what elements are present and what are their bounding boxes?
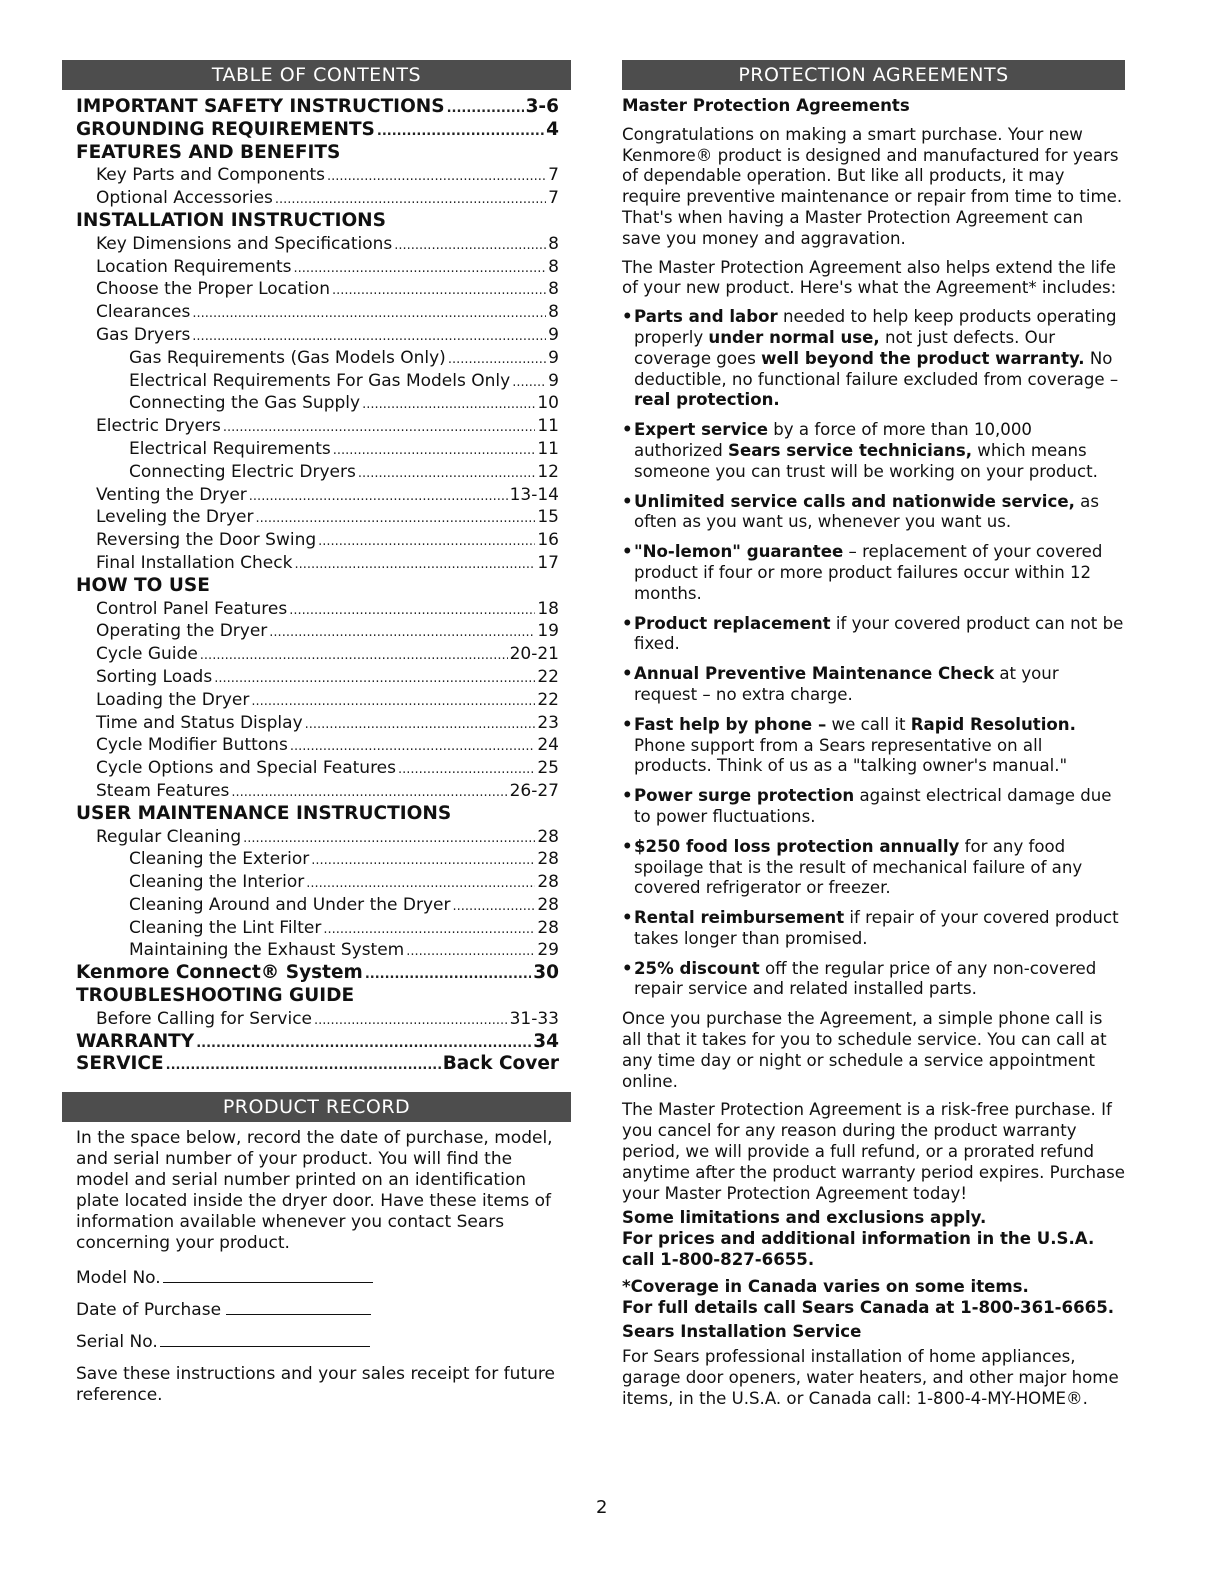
- bullet-discount: • 25% discount off the regular price of any non-covered repair service and related installed parts.: [622, 959, 1125, 1001]
- toc-entry-page: 18: [537, 598, 559, 619]
- model-label: Model No.: [76, 1268, 161, 1289]
- toc-entry-page: 28: [537, 826, 559, 847]
- toc-leader-dots: [275, 189, 546, 210]
- toc-entry: [76, 643, 559, 666]
- toc-entry: [76, 233, 559, 256]
- toc-entry: [76, 689, 559, 712]
- bullet-unlimited-calls: • Unlimited service calls and nationwide service, as often as you want us, whenever you want us.: [622, 492, 1125, 534]
- toc-entry: [76, 324, 559, 347]
- toc-entry: [76, 506, 559, 529]
- canada-contact: For full details call Sears Canada at 1-800-361-6665.: [622, 1297, 1115, 1317]
- toc-entry-page: 7: [548, 165, 559, 186]
- toc-leader-dots: [223, 417, 536, 438]
- toc-entry-title: Sorting Loads: [96, 666, 213, 687]
- toc-entry: [76, 164, 559, 187]
- install-text: For Sears professional installation of home appliances, garage door openers, water heaters, and other major home items, in the U.S.A. or Canada call: 1-800-4-MY-HOME®.: [622, 1347, 1119, 1408]
- toc-entry: [76, 552, 559, 575]
- toc-entry: [76, 370, 559, 393]
- toc-entry-title: TROUBLESHOOTING GUIDE: [76, 985, 355, 1007]
- canada-note: *Coverage in Canada varies on some items.: [622, 1276, 1029, 1296]
- toc-entry: [76, 415, 559, 438]
- toc-entry: [76, 939, 559, 962]
- toc-entry-page: 26-27: [509, 780, 559, 801]
- toc-entry-page: 28: [537, 917, 559, 938]
- toc-entry-title: Gas Requirements (Gas Models Only): [129, 347, 446, 368]
- protection-para-3: Once you purchase the Agreement, a simple phone call is all that it takes for you to schedule service. You can call at any time day or night or schedule a service appointment online.: [622, 1009, 1107, 1091]
- toc-entry-page: 11: [537, 416, 559, 437]
- toc-leader-dots: [327, 166, 546, 187]
- protection-subheading: Master Protection Agreements: [622, 96, 910, 115]
- limits-note: Some limitations and exclusions apply.: [622, 1208, 987, 1228]
- toc-entry-page: 25: [537, 758, 559, 779]
- toc-leader-dots: [452, 896, 535, 917]
- toc-entry-page: 24: [537, 735, 559, 756]
- toc-leader-dots: [251, 691, 535, 712]
- toc-entry-title: Reversing the Door Swing: [96, 530, 317, 551]
- install-heading: Sears Installation Service: [622, 1322, 862, 1342]
- toc-entry-title: SERVICE: [76, 1053, 164, 1075]
- toc-entry-page: 4: [546, 118, 559, 140]
- toc-entry-title: Connecting Electric Dryers: [129, 461, 356, 482]
- toc-entry: [76, 848, 559, 871]
- toc-entry-title: Choose the Proper Location: [96, 279, 330, 300]
- toc-entry-page: 22: [537, 666, 559, 687]
- right-column: [622, 60, 1125, 1418]
- toc-entry: [76, 871, 559, 894]
- toc-entry-title: IMPORTANT SAFETY INSTRUCTIONS: [76, 96, 445, 117]
- toc-entry: [76, 461, 559, 484]
- toc-leader-dots: [231, 782, 507, 803]
- toc-entry-page: 15: [537, 507, 559, 528]
- toc-leader-dots: [332, 280, 546, 301]
- toc-leader-dots: [318, 531, 535, 552]
- toc-entry-title: Cleaning the Interior: [129, 872, 305, 893]
- toc-entry-title: Cleaning the Lint Filter: [129, 917, 322, 938]
- toc-entry-page: 10: [537, 393, 559, 414]
- toc-entry-title: Gas Dryers: [96, 324, 191, 345]
- record-intro: In the space below, record the date of purchase, model, and serial number of your product. You will find the model and serial number printed on an identification plate located inside the dryer door. Have these items of information available whenever you contact Sears concerning your product.: [76, 1128, 553, 1254]
- toc-entry-page: 8: [548, 256, 559, 277]
- toc-entry-title: Kenmore Connect® System: [76, 962, 363, 984]
- toc-entry-title: Location Requirements: [96, 256, 292, 277]
- toc-leader-dots: [306, 873, 535, 894]
- toc-leader-dots: [290, 736, 536, 757]
- toc-entry-title: Cleaning Around and Under the Dryer: [129, 894, 451, 915]
- bullet-expert-service: • Expert service by a force of more than 10,000 authorized Sears service technicians, which means someone you can trust will be working on your product.: [622, 420, 1125, 482]
- toc-entry-page: 31-33: [509, 1008, 559, 1029]
- date-label: Date of Purchase: [76, 1300, 222, 1321]
- toc-entry-title: Venting the Dryer: [96, 484, 247, 505]
- bullet-rental: • Rental reimbursement if repair of your covered product takes longer than promised.: [622, 908, 1125, 950]
- toc-entry-page: 20-21: [509, 644, 559, 665]
- protection-para-1: Congratulations on making a smart purchase. Your new Kenmore® product is designed and manufactured for years of dependable operation. But like all products, it may require preventive maintenance or repair from time to time. That's when having a Master Protection Agreement can save you money and aggravation.: [622, 124, 1123, 248]
- serial-field[interactable]: [76, 1326, 559, 1358]
- toc-entry-title: Cycle Guide: [96, 644, 198, 665]
- toc-leader-dots: [333, 440, 536, 461]
- toc-entry-page: 8: [548, 233, 559, 254]
- toc-entry: [76, 712, 559, 735]
- toc-entry: [76, 917, 559, 940]
- toc-entry-title: Control Panel Features: [96, 598, 288, 619]
- toc-entry-title: Cleaning the Exterior: [129, 849, 310, 870]
- toc-entry: [76, 780, 559, 803]
- toc-leader-dots: [512, 372, 546, 393]
- toc-leader-dots: [192, 326, 546, 347]
- toc-entry: [76, 1008, 559, 1031]
- toc-entry: [76, 826, 559, 849]
- left-column: [76, 60, 559, 1406]
- save-note: Save these instructions and your sales receipt for future reference.: [76, 1364, 555, 1406]
- toc-leader-dots: [398, 759, 535, 780]
- toc-entry: [76, 187, 559, 210]
- toc-entry-title: FEATURES AND BENEFITS: [76, 141, 341, 163]
- bullet-no-lemon: • "No-lemon" guarantee – replacement of your covered product if four or more product failures occur within 12 months.: [622, 542, 1125, 604]
- toc-entry: [76, 438, 559, 461]
- toc-entry-page: 7: [548, 188, 559, 209]
- toc-entry-title: GROUNDING REQUIREMENTS: [76, 118, 375, 140]
- toc-leader-dots: [294, 554, 535, 575]
- toc-list: [76, 96, 559, 1076]
- toc-entry-page: 16: [537, 530, 559, 551]
- toc-leader-dots: [365, 964, 531, 985]
- toc-entry-page: 12: [537, 461, 559, 482]
- toc-entry: [76, 301, 559, 324]
- toc-leader-dots: [289, 600, 535, 621]
- toc-entry-title: Key Dimensions and Specifications: [96, 233, 393, 254]
- toc-entry-page: 23: [537, 712, 559, 733]
- toc-entry-title: Key Parts and Components: [96, 165, 325, 186]
- toc-entry-page: 8: [548, 279, 559, 300]
- toc-entry-page: 17: [537, 552, 559, 573]
- toc-entry-page: 9: [548, 324, 559, 345]
- toc-entry-page: 30: [533, 962, 559, 984]
- toc-entry: [76, 666, 559, 689]
- toc-leader-dots: [447, 98, 524, 119]
- toc-entry-title: Final Installation Check: [96, 552, 293, 573]
- toc-leader-dots: [305, 714, 536, 735]
- toc-entry-title: INSTALLATION INSTRUCTIONS: [76, 209, 386, 231]
- toc-entry: [76, 598, 559, 621]
- toc-entry-title: Electrical Requirements: [129, 438, 331, 459]
- toc-entry-title: Clearances: [96, 302, 191, 323]
- toc-entry: [76, 256, 559, 279]
- date-field[interactable]: [76, 1294, 559, 1326]
- toc-banner: TABLE OF CONTENTS: [62, 60, 571, 90]
- toc-entry: [76, 894, 559, 917]
- toc-entry-page: 13-14: [509, 484, 559, 505]
- model-line[interactable]: [163, 1264, 373, 1283]
- toc-entry-title: Electrical Requirements For Gas Models Only: [129, 370, 511, 391]
- toc-entry-title: Electric Dryers: [96, 416, 221, 437]
- toc-leader-dots: [200, 645, 508, 666]
- bullet-power-surge: • Power surge protection against electrical damage due to power fluctuations.: [622, 786, 1125, 828]
- bullet-product-replacement: • Product replacement if your covered product can not be fixed.: [622, 614, 1125, 656]
- toc-entry-page: 28: [537, 872, 559, 893]
- toc-leader-dots: [249, 486, 508, 507]
- toc-entry-page: 9: [548, 347, 559, 368]
- toc-entry-title: Before Calling for Service: [96, 1008, 313, 1029]
- toc-entry-page: 9: [548, 370, 559, 391]
- toc-entry-page: 22: [537, 689, 559, 710]
- toc-leader-dots: [214, 668, 535, 689]
- toc-entry-title: Steam Features: [96, 780, 230, 801]
- toc-leader-dots: [255, 508, 535, 529]
- toc-leader-dots: [243, 828, 535, 849]
- toc-entry-title: Regular Cleaning: [96, 826, 242, 847]
- protection-banner: PROTECTION AGREEMENTS: [622, 60, 1125, 90]
- protection-para-4: The Master Protection Agreement is a risk-free purchase. If you cancel for any reason during the product warranty period, we will provide a full refund, or a prorated refund anytime after the product warranty period expires. Purchase your Master Protection Agreement today!: [622, 1100, 1126, 1203]
- toc-entry-page: 28: [537, 894, 559, 915]
- product-record-banner: PRODUCT RECORD: [62, 1092, 571, 1122]
- toc-entry-title: WARRANTY: [76, 1030, 195, 1052]
- toc-entry-title: Leveling the Dryer: [96, 507, 254, 528]
- toc-leader-dots: [323, 919, 535, 940]
- toc-entry: [76, 119, 559, 142]
- toc-entry: [76, 575, 559, 598]
- toc-leader-dots: [311, 850, 535, 871]
- toc-leader-dots: [394, 235, 546, 256]
- toc-entry-page: 8: [548, 302, 559, 323]
- toc-entry: [76, 620, 559, 643]
- toc-entry: [76, 96, 559, 119]
- toc-leader-dots: [269, 622, 535, 643]
- toc-entry-page: 28: [537, 849, 559, 870]
- usa-contact: For prices and additional information in the U.S.A. call 1-800-827-6655.: [622, 1229, 1095, 1270]
- serial-line[interactable]: [160, 1328, 370, 1347]
- toc-entry-page: 29: [537, 940, 559, 961]
- toc-entry-page: 19: [537, 621, 559, 642]
- toc-entry-page: 3-6: [525, 96, 559, 117]
- toc-entry-title: Optional Accessories: [96, 188, 273, 209]
- toc-leader-dots: [358, 463, 536, 484]
- protection-para-2: The Master Protection Agreement also helps extend the life of your new product. Here's what the Agreement* includes:: [622, 257, 1117, 298]
- toc-entry: [76, 278, 559, 301]
- toc-entry-title: HOW TO USE: [76, 574, 210, 596]
- toc-entry-title: Loading the Dryer: [96, 689, 250, 710]
- toc-entry-title: Cycle Modifier Buttons: [96, 735, 288, 756]
- toc-entry-title: Time and Status Display: [96, 712, 303, 733]
- toc-entry-page: 11: [537, 438, 559, 459]
- toc-leader-dots: [448, 349, 546, 370]
- toc-entry: [76, 734, 559, 757]
- toc-entry: [76, 347, 559, 370]
- page-number: 2: [596, 1497, 608, 1518]
- toc-leader-dots: [192, 303, 546, 324]
- toc-leader-dots: [294, 258, 547, 279]
- toc-entry-title: USER MAINTENANCE INSTRUCTIONS: [76, 802, 452, 824]
- toc-entry: [76, 803, 559, 826]
- bullet-annual-check: • Annual Preventive Maintenance Check at your request – no extra charge.: [622, 664, 1125, 706]
- model-field[interactable]: [76, 1262, 559, 1294]
- toc-leader-dots: [166, 1055, 441, 1076]
- toc-entry: [76, 1053, 559, 1076]
- toc-entry: [76, 985, 559, 1008]
- toc-entry-title: Connecting the Gas Supply: [129, 393, 361, 414]
- toc-entry: [76, 142, 559, 165]
- bullet-food-loss: • $250 food loss protection annually for any food spoilage that is the result of mechanical failure of any covered refrigerator or freezer.: [622, 837, 1125, 899]
- toc-leader-dots: [196, 1033, 531, 1054]
- toc-leader-dots: [377, 121, 544, 142]
- toc-entry: [76, 484, 559, 507]
- toc-entry-title: Maintaining the Exhaust System: [129, 940, 405, 961]
- toc-entry: [76, 757, 559, 780]
- toc-entry: [76, 529, 559, 552]
- toc-entry-page: 34: [533, 1030, 559, 1052]
- toc-entry: [76, 210, 559, 233]
- bullet-fast-help: • Fast help by phone – we call it Rapid Resolution. Phone support from a Sears representative on all products. Think of us as a "talking owner's manual.": [622, 715, 1125, 777]
- toc-entry-title: Operating the Dryer: [96, 621, 268, 642]
- bullet-parts-labor: • Parts and labor needed to help keep products operating properly under normal use, not just defects. Our coverage goes well beyond the product warranty. No deductible, no functional failure excluded from coverage – real protection.: [622, 307, 1125, 411]
- toc-leader-dots: [362, 394, 535, 415]
- toc-entry-page: Back Cover: [442, 1053, 559, 1075]
- toc-entry: [76, 392, 559, 415]
- date-line[interactable]: [226, 1296, 371, 1315]
- toc-leader-dots: [406, 941, 535, 962]
- toc-entry-title: Cycle Options and Special Features: [96, 758, 396, 779]
- toc-leader-dots: [314, 1010, 508, 1031]
- toc-entry: [76, 1031, 559, 1054]
- toc-entry: [76, 962, 559, 985]
- serial-label: Serial No.: [76, 1332, 158, 1353]
